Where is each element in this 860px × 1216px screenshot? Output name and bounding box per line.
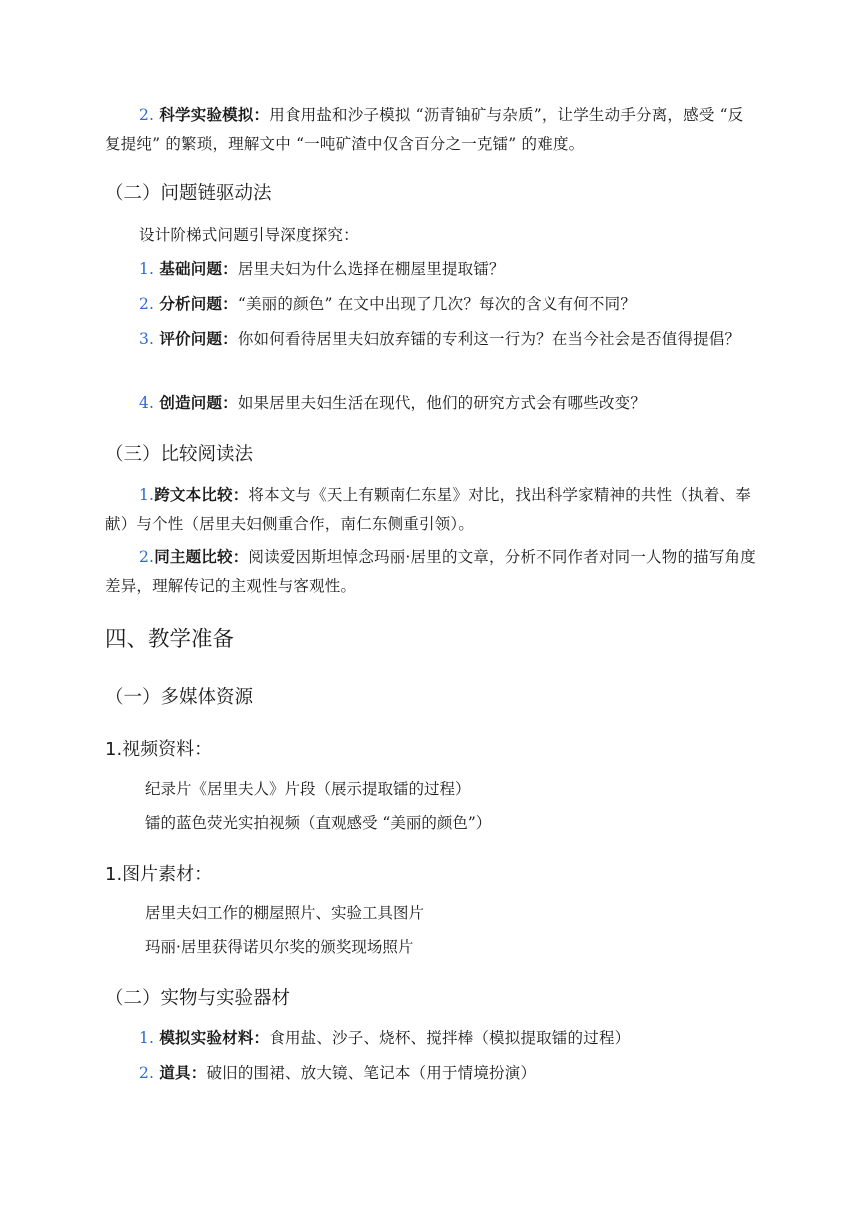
item-text: 如果居里夫妇生活在现代，他们的研究方式会有哪些改变？ [237,394,647,412]
item-text: 你如何看待居里夫妇放弃镭的专利这一行为？在当今社会是否值得提倡？ [237,330,741,348]
item-text: 居里夫妇为什么选择在棚屋里提取镭？ [237,260,505,278]
compare-item-2 [105,543,757,601]
item-number: 2. [139,548,155,566]
item-label: 基础问题 [159,260,223,278]
item-text: “美丽的颜色” 在文中出现了几次？每次的含义有何不同？ [237,295,637,313]
heading-equipment: （二）实物与实验器材 [105,988,291,1009]
item-colon: ： [222,330,238,348]
item-text: 食用盐、沙子、烧杯、搅拌棒（模拟提取镭的过程） [269,1029,631,1047]
item-colon: ： [222,394,238,412]
item-colon: ： [190,1064,207,1082]
item-text: 将本文与《天上有颗南仁东星》对比，找出科学家精神的共性（执着、奉献）与个性（居里夫妇侧重合作，南仁东侧重引领）。 [105,486,751,533]
item-label: 分析问题 [159,295,223,313]
item-number: 4. [139,394,155,412]
item-colon: ： [253,106,270,124]
item-label: 道具 [159,1064,191,1082]
question-item-4 [105,389,757,418]
image-materials-title: 1.图片素材： [105,864,213,885]
material-item-2 [105,1059,757,1088]
item-text: 阅读爱因斯坦悼念玛丽·居里的文章，分析不同作者对同一人物的描写角度差异，理解传记的主观性与客观性。 [105,548,756,595]
method-item-experiment [105,101,757,159]
section-title-preparation: 四、教学准备 [105,627,235,652]
question-item-2 [105,290,757,319]
item-colon: ： [253,1029,270,1047]
item-colon: ： [222,260,238,278]
item-label: 创造问题 [159,394,223,412]
image-item-2: 玛丽·居里获得诺贝尔奖的颁奖现场照片 [145,938,414,956]
video-item-1: 纪录片《居里夫人》片段（展示提取镭的过程） [145,780,471,798]
video-item-2: 镭的蓝色荧光实拍视频（直观感受 “美丽的颜色”） [145,814,492,832]
material-item-1 [105,1024,757,1053]
question-item-1 [105,255,757,284]
heading-question-chain: （二）问题链驱动法 [105,183,272,204]
heading-compare-reading: （三）比较阅读法 [105,444,254,465]
item-label: 同主题比较 [154,548,233,566]
item-number: 1. [139,1029,155,1047]
item-text: 破旧的围裙、放大镜、笔记本（用于情境扮演） [206,1064,537,1082]
item-colon: ： [232,486,249,504]
item-label: 科学实验模拟 [159,106,254,124]
item-number: 1. [139,486,155,504]
item-number: 2. [139,1064,155,1082]
question-intro: 设计阶梯式问题引导深度探究： [139,226,359,244]
item-label: 评价问题 [159,330,223,348]
item-number: 1. [139,260,155,278]
item-colon: ： [232,548,249,566]
item-label: 跨文本比较 [154,486,233,504]
item-number: 3. [139,330,155,348]
item-number: 2. [139,295,155,313]
compare-item-1 [105,481,757,539]
item-text: 用食用盐和沙子模拟 “沥青铀矿与杂质”，让学生动手分离，感受 “反复提纯” 的繁琐，理解文中 “一吨矿渣中仅含百分之一克镭” 的难度。 [105,106,744,153]
image-item-1: 居里夫妇工作的棚屋照片、实验工具图片 [145,904,425,922]
item-colon: ： [222,295,238,313]
item-number: 2. [139,106,155,124]
heading-multimedia: （一）多媒体资源 [105,687,254,708]
item-label: 模拟实验材料 [159,1029,254,1047]
video-materials-title: 1.视频资料： [105,739,213,760]
question-item-3 [105,325,757,354]
